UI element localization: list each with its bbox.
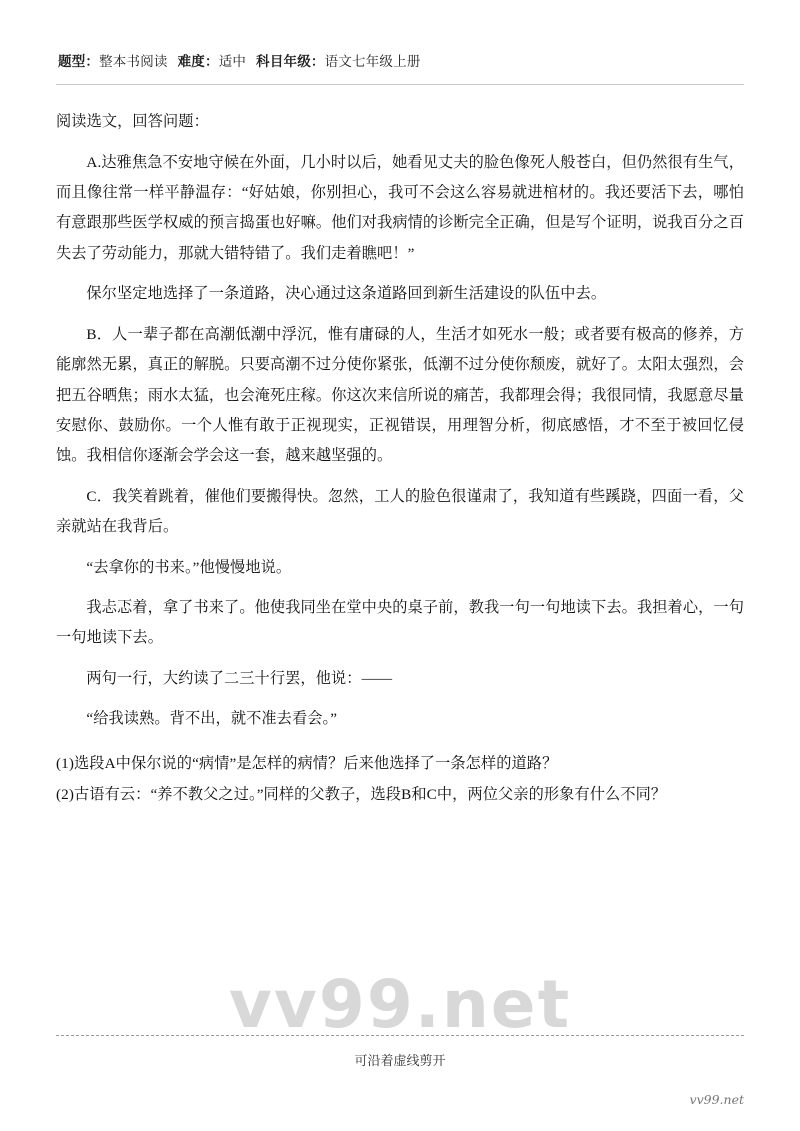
question-1: (1)选段A中保尔说的“病情”是怎样的病情？后来他选择了一条怎样的道路？ (56, 754, 558, 772)
passage-a: A.达雅焦急不安地守候在外面，几小时以后，她看见丈夫的脸色像死人般苍白，但仍然很有生气，而且像往常一样平静温存：“好姑娘，你别担心，我可不会这么容易就进棺材的。我还要活下去，哪怕有意跟那些医学权威的预言捣蛋也好嘛。他们对我病情的诊断完全正确，但是写个证明，说我百分之百失去了劳动能力，那就大错特错了。我们走着瞧吧！” (56, 153, 744, 262)
difficulty-label: 难度： (177, 54, 219, 69)
question-type-value: 整本书阅读 (99, 54, 168, 69)
watermark: vv99.net (228, 966, 572, 1043)
passage-b: B．人一辈子都在高潮低潮中浮沉，惟有庸碌的人，生活才如死水一般；或者要有极高的修养，方能廓然无累，真正的解脱。只要高潮不过分使你紧张，低潮不过分使你颓废，就好了。太阳太强烈，会把五谷晒焦；雨水太猛，也会淹死庄稼。你这次来信所说的痛苦，我都理会得；我很同情，我愿意尽量安慰你、鼓励你。一个人惟有敢于正视现实，正视错误，用理智分析，彻底感悟，才不至于被回忆侵蚀。我相信你逐渐会学会这一套，越来越坚强的。 (56, 325, 744, 465)
subject-grade-value: 语文七年级上册 (324, 54, 421, 69)
cut-dashed-line (56, 1035, 744, 1036)
header-meta (56, 52, 744, 72)
difficulty-value: 适中 (218, 54, 247, 69)
passage-c-dialogue: “去拿你的书来。”他慢慢地说。 (86, 558, 292, 576)
questions-block (56, 749, 744, 810)
passage-a-followup: 保尔坚定地选择了一条道路，决心通过这条道路回到新生活建设的队伍中去。 (86, 285, 607, 303)
passage-c-reading: 两句一行，大约读了二三十行罢，他说：—— (86, 669, 393, 687)
question-type-label: 题型： (58, 54, 100, 69)
cut-line-label: 可沿着虚线剪开 (354, 1053, 446, 1068)
document-content (56, 107, 744, 810)
subject-grade-label: 科目年级： (256, 54, 325, 69)
passage-c-closing: “给我读熟。背不出，就不准去看会。” (86, 710, 338, 728)
header-divider (56, 84, 744, 85)
passage-c: C．我笑着跳着，催他们要搬得快。忽然，工人的脸色很谨肃了，我知道有些蹊跷，四面一看，父亲就站在我背后。 (56, 487, 744, 536)
question-2: (2)古语有云：“养不教父之过。”同样的父教子，选段B和C中，两位父亲的形象有什么不同？ (56, 786, 667, 804)
footer-site: vv99.net (689, 1092, 744, 1107)
cut-line-area (56, 1035, 744, 1069)
reading-prompt: 阅读选文，回答问题： (56, 113, 209, 131)
passage-c-continued: 我忐忑着，拿了书来了。他使我同坐在堂中央的桌子前，教我一句一句地读下去。我担着心，一句一句地读下去。 (56, 598, 744, 647)
